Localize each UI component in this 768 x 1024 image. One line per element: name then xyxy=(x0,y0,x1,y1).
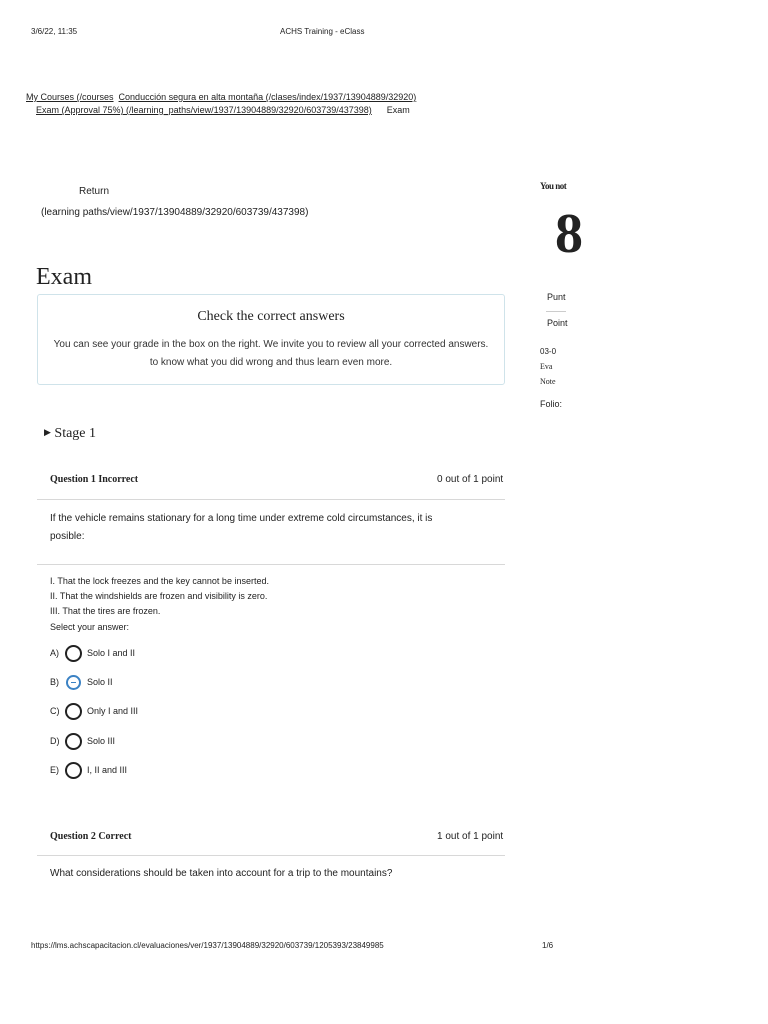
return-path[interactable]: (learning paths/view/1937/13904889/32920/603739/437398) xyxy=(41,207,309,218)
question-2-divider xyxy=(37,855,505,856)
radio-button[interactable] xyxy=(65,645,82,662)
sidebar-divider xyxy=(546,311,566,312)
question-1-statement: I. That the lock freezes and the key cannot be inserted. xyxy=(50,576,269,586)
info-box-line-2: to know what you did wrong and thus learn even more. xyxy=(149,357,393,368)
info-box-line-1: You can see your grade in the box on the right. We invite you to review all your corrected answers. xyxy=(53,339,489,350)
question-1-divider-2 xyxy=(37,564,505,565)
sidebar-date: 03-0 xyxy=(540,347,557,356)
question-1-prompt-line-1: If the vehicle remains stationary for a long time under extreme cold circumstances, it is xyxy=(50,513,433,524)
radio-button[interactable] xyxy=(65,762,82,779)
option-letter: B) xyxy=(50,677,59,687)
question-1-divider xyxy=(37,499,505,500)
breadcrumb-exam-approval-link[interactable]: Exam (Approval 75%) (/learning_paths/view/1937/13904889/32920/603739/437398) xyxy=(36,105,372,115)
question-1-score: 0 out of 1 point xyxy=(437,474,504,485)
return-label: Return xyxy=(79,186,110,197)
question-1-select-instruction: Select your answer: xyxy=(50,622,130,632)
option-letter: E) xyxy=(50,765,59,775)
question-2-title: Question 2 Correct xyxy=(50,831,132,842)
print-datetime: 3/6/22, 11:35 xyxy=(31,27,78,36)
question-2-prompt: What considerations should be taken into account for a trip to the mountains? xyxy=(50,868,393,879)
stage-toggle[interactable] xyxy=(44,426,96,442)
triangle-right-icon: ▶ xyxy=(44,427,51,437)
option-label: Solo III xyxy=(87,736,116,746)
breadcrumb-my-courses-link[interactable]: My Courses (/courses xyxy=(26,92,114,102)
stage-label: Stage 1 xyxy=(54,426,97,441)
question-1-statement: III. That the tires are frozen. xyxy=(50,606,161,616)
question-2-score: 1 out of 1 point xyxy=(437,831,504,842)
sidebar-point: Point xyxy=(547,318,568,328)
radio-button-selected[interactable] xyxy=(66,675,81,690)
info-box-title: Check the correct answers xyxy=(197,309,345,324)
grade-value: 8 xyxy=(555,203,583,265)
sidebar-punt: Punt xyxy=(547,292,566,302)
breadcrumb-line2 xyxy=(31,105,410,115)
print-footer-url: https://lms.achscapacitacion.cl/evaluaciones/ver/1937/13904889/32920/603739/1205393/23849985 xyxy=(31,941,384,950)
option-label: Solo II xyxy=(87,677,113,687)
question-1-statement: II. That the windshields are frozen and visibility is zero. xyxy=(50,591,268,601)
info-box xyxy=(37,294,505,385)
sidebar-note: Note xyxy=(540,377,556,386)
breadcrumb xyxy=(26,92,416,102)
radio-button[interactable] xyxy=(65,703,82,720)
radio-button[interactable] xyxy=(65,733,82,750)
sidebar-you-not: You not xyxy=(540,181,567,191)
sidebar-folio: Folio: xyxy=(540,399,563,409)
print-footer-page: 1/6 xyxy=(542,941,554,950)
sidebar-eva: Eva xyxy=(540,362,553,371)
option-letter: A) xyxy=(50,648,59,658)
question-1-title: Question 1 Incorrect xyxy=(50,474,139,485)
breadcrumb-current: Exam xyxy=(386,105,410,115)
option-label: I, II and III xyxy=(87,765,128,775)
page-title: Exam xyxy=(36,264,92,290)
option-label: Only I and III xyxy=(87,706,139,716)
breadcrumb-course-link[interactable]: Conducción segura en alta montaña (/clases/index/1937/13904889/32920) xyxy=(118,92,417,102)
print-page-title: ACHS Training - eClass xyxy=(280,27,365,36)
option-label: Solo I and II xyxy=(87,648,136,658)
question-1-prompt-line-2: posible: xyxy=(50,531,85,542)
option-letter: D) xyxy=(50,736,60,746)
option-letter: C) xyxy=(50,706,60,716)
